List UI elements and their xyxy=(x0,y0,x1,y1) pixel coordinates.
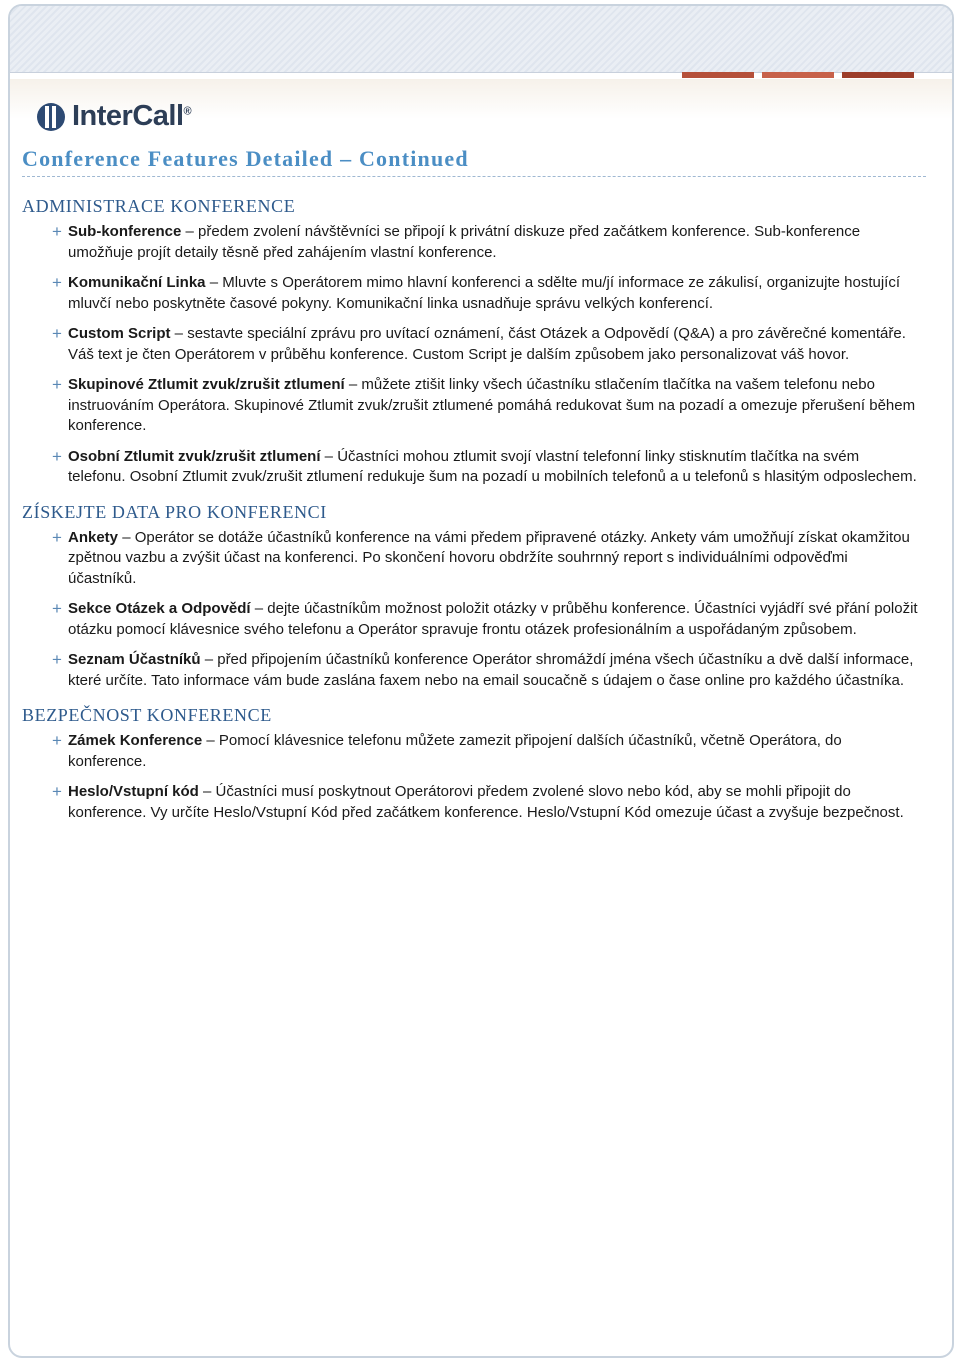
feature-term: Ankety xyxy=(68,528,119,546)
header-accents xyxy=(682,72,914,78)
logo-text xyxy=(72,100,191,133)
content xyxy=(22,194,926,833)
plus-icon: + xyxy=(52,273,62,292)
feature-item xyxy=(22,599,926,640)
feature-description: – Účastníci musí poskytnout Operátorovi předem zvolené slovo nebo kód, aby se mohli připojit do konference. Vy určíte Heslo/Vstupní Kód před začátkem konference. Heslo/Vstupní Kód omezuje účast a zvyšuje bezpečnost. xyxy=(68,783,904,821)
feature-description: – dejte účastníkům možnost položit otázky v průběhu konference. Účastníci vyjádří své přání položit otázku pomocí klávesnice svého telefonu a Operátor spravuje frontu otázek profesionálním a uspořádaným způsobem. xyxy=(68,600,918,638)
intercall-logo xyxy=(36,100,191,133)
feature-term: Sub-konference xyxy=(68,223,182,240)
feature-item xyxy=(22,447,926,488)
section-heading: ADMINISTRACE KONFERENCE xyxy=(22,196,296,216)
accent-bar xyxy=(842,72,914,78)
plus-icon: + xyxy=(52,650,62,669)
feature-description: – sestavte speciální zprávu pro uvítací oznámení, část Otázek a Odpovědí (Q&A) a pro závěrečné komentáře. Váš text je čten Operátorem v průběhu konference. Custom Script je dalším způsobem jako personalizovat váš hovor. xyxy=(68,325,906,363)
section xyxy=(22,194,926,488)
plus-icon: + xyxy=(52,324,62,343)
plus-icon: + xyxy=(52,731,62,750)
plus-icon: + xyxy=(52,446,62,466)
plus-icon: + xyxy=(52,599,62,618)
plus-icon: + xyxy=(52,375,62,394)
section-heading: ZÍSKEJTE DATA PRO KONFERENCI xyxy=(22,501,327,522)
header-band xyxy=(10,6,952,73)
plus-icon: + xyxy=(52,527,62,547)
feature-description: – Pomocí klávesnice telefonu můžete zamezit připojení dalších účastníků, včetně Operátora, do konference. xyxy=(68,732,842,770)
feature-term: Osobní Ztlumit zvuk/zrušit ztlumení xyxy=(68,447,321,465)
feature-item xyxy=(22,782,926,823)
plus-icon: + xyxy=(52,222,62,241)
feature-description: – před připojením účastníků konference Operátor shromáždí jména všech účastníku a dvě další informace, které určíte. Tato informace vám bude zaslána faxem nebo na email soucačně s údajem o čase online pro každého účastníka. xyxy=(68,651,914,689)
brand-name: InterCall xyxy=(72,100,184,132)
feature-description: – Mluvte s Operátorem mimo hlavní konferenci a sdělte mu/jí informace ze zákulisí, organizujte hostující mluvčí nebo poskytněte časové pokyny. Komunikační linka usnadňuje správu velkých konferencí. xyxy=(68,274,900,312)
accent-bar xyxy=(682,72,754,78)
feature-term: Seznam Účastníků xyxy=(68,651,201,668)
plus-icon: + xyxy=(52,782,62,801)
feature-item xyxy=(22,222,926,263)
accent-bar xyxy=(762,72,834,78)
feature-term: Sekce Otázek a Odpovědí xyxy=(68,600,251,617)
feature-description: – předem zvolení návštěvníci se připojí k privátní diskuze před začátkem konference. Sub-konference umožňuje projít detaily těsně před zahájením vlastní konference. xyxy=(68,223,861,261)
brand-mark: ® xyxy=(183,105,192,118)
feature-item xyxy=(22,375,926,437)
page-title: Conference Features Detailed – Continued xyxy=(22,146,926,177)
feature-term: Skupinové Ztlumit zvuk/zrušit ztlumení xyxy=(68,376,345,393)
feature-description: – můžete ztišit linky všech účastníku stlačením tlačítka na vašem telefonu nebo instruováním Operátora. Skupinové Ztlumit zvuk/zrušit ztlumené pomáhá redukovat šum na pozadí a omezuje přerušení během konference. xyxy=(68,376,916,434)
feature-term: Heslo/Vstupní kód xyxy=(68,783,199,800)
feature-description: – Účastníci mohou ztlumit svojí vlastní telefonní linky stisknutím tlačítka na svém telefonu. Osobní Ztlumit zvuk/zrušit ztlumení redukuje šum na pozadí u mobilních telefonů a u telefonů s hlasitým odposlechem. xyxy=(68,447,917,485)
feature-item xyxy=(22,324,926,365)
feature-item xyxy=(22,273,926,314)
feature-item xyxy=(22,731,926,772)
feature-item xyxy=(22,650,926,691)
section xyxy=(22,703,926,823)
feature-item xyxy=(22,528,926,590)
logo-mark-icon xyxy=(36,102,66,132)
feature-term: Zámek Konference xyxy=(68,732,203,749)
feature-term: Custom Script xyxy=(68,325,171,342)
section xyxy=(22,500,926,692)
feature-term: Komunikační Linka xyxy=(68,274,206,291)
feature-description: – Operátor se dotáže účastníků konference na vámi předem připravené otázky. Ankety vám umožňují získat okamžitou zpětnou vazbu a zvýšit účast na konferenci. Po skončení hovoru obdržíte souhrnný report s individuálními odpověďmi účastníků. xyxy=(68,528,910,587)
section-heading: BEZPEČNOST KONFERENCE xyxy=(22,705,272,725)
